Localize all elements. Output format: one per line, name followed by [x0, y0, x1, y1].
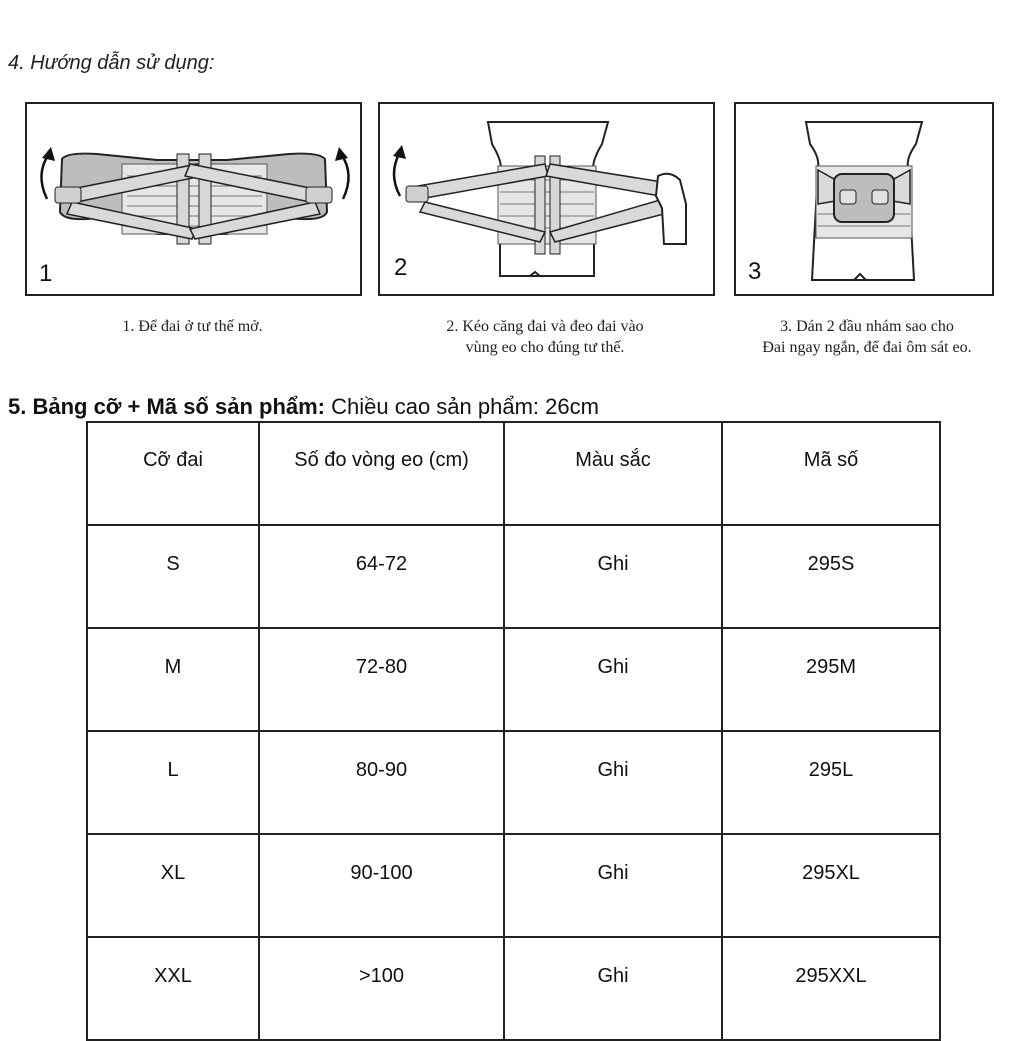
- cell-size: L: [87, 731, 259, 834]
- cell-color: Ghi: [504, 731, 722, 834]
- section-4-title: 4. Hướng dẫn sử dụng:: [8, 52, 215, 74]
- step-3-illustration: [734, 102, 994, 296]
- cell-size: M: [87, 628, 259, 731]
- size-table: [86, 421, 941, 1041]
- header-size: Cỡ đai: [87, 422, 259, 525]
- fastened-belt-drawing: [736, 104, 992, 294]
- step-2-number: 2: [394, 254, 408, 281]
- step-3-caption: 3. Dán 2 đầu nhám sao cho Đai ngay ngắn, để đai ôm sát eo.: [762, 318, 972, 356]
- cell-code: 295M: [722, 628, 940, 731]
- step-2-caption: 2. Kéo căng đai và đeo đai vào vùng eo cho đúng tư thế.: [446, 318, 644, 356]
- step-3-number: 3: [748, 258, 762, 285]
- cell-code: 295S: [722, 525, 940, 628]
- section-5-title: 5. Bảng cỡ + Mã số sản phẩm: Chiều cao sản phẩm: 26cm: [8, 394, 599, 419]
- cell-size: XXL: [87, 937, 259, 1040]
- cell-waist: 80-90: [259, 731, 504, 834]
- cell-code: 295XXL: [722, 937, 940, 1040]
- header-waist: Số đo vòng eo (cm): [259, 422, 504, 525]
- step-1-caption: 1. Để đai ở tư thế mở.: [122, 318, 263, 335]
- cell-color: Ghi: [504, 628, 722, 731]
- cell-waist: 64-72: [259, 525, 504, 628]
- cell-size: XL: [87, 834, 259, 937]
- cell-color: Ghi: [504, 525, 722, 628]
- table-row: [87, 834, 940, 937]
- table-header-row: [87, 422, 940, 525]
- open-belt-drawing: [27, 104, 360, 294]
- table-row: [87, 628, 940, 731]
- table-row: [87, 731, 940, 834]
- cell-waist: >100: [259, 937, 504, 1040]
- cell-waist: 72-80: [259, 628, 504, 731]
- cell-code: 295XL: [722, 834, 940, 937]
- cell-color: Ghi: [504, 937, 722, 1040]
- header-code: Mã số: [722, 422, 940, 525]
- table-row: [87, 525, 940, 628]
- cell-code: 295L: [722, 731, 940, 834]
- cell-size: S: [87, 525, 259, 628]
- step-2-illustration: [378, 102, 715, 296]
- cell-waist: 90-100: [259, 834, 504, 937]
- step-1-illustration: [25, 102, 362, 296]
- table-row: [87, 937, 940, 1040]
- step-1-number: 1: [39, 260, 53, 287]
- cell-color: Ghi: [504, 834, 722, 937]
- header-color: Màu sắc: [504, 422, 722, 525]
- wrap-belt-drawing: [380, 104, 713, 294]
